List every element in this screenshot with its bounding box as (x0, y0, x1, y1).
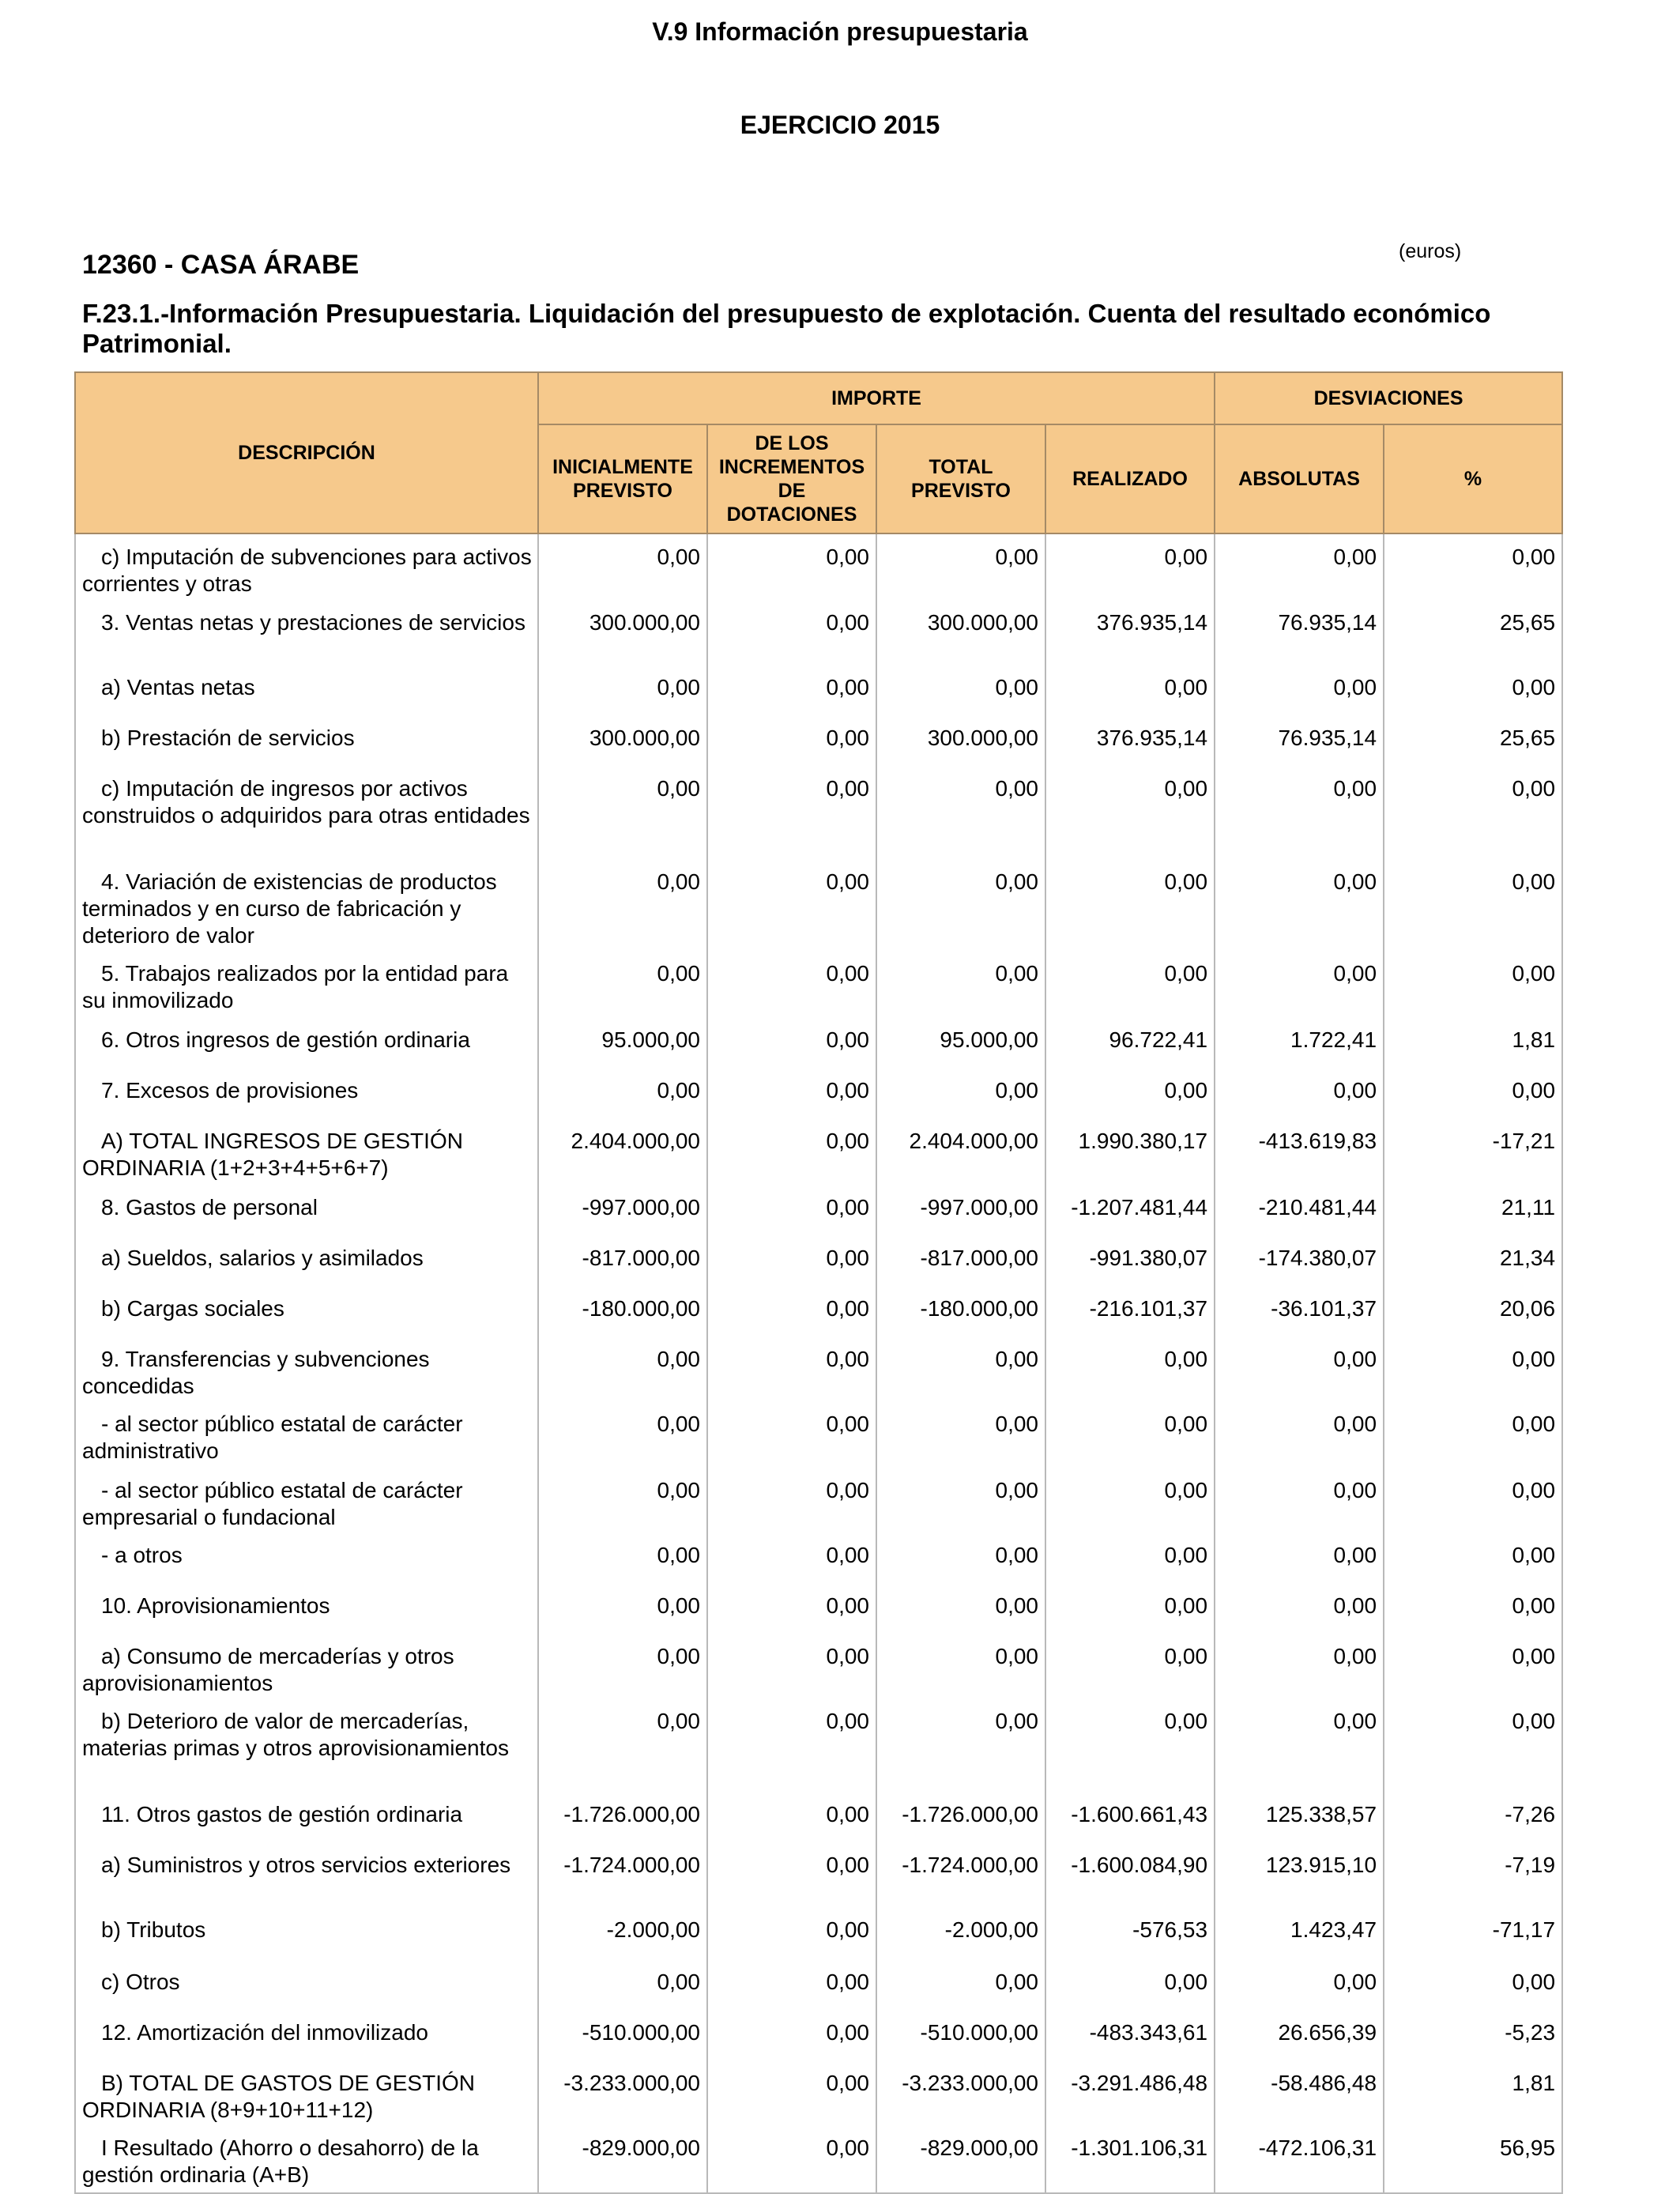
cell-realizado: 0,00 (1045, 859, 1215, 951)
cell-descripcion: - al sector público estatal de carácter administrativo (75, 1401, 538, 1468)
table-row (75, 1235, 1562, 1286)
cell-total-previsto: 0,00 (876, 1468, 1045, 1532)
table-row (75, 715, 1562, 766)
cell-total-previsto: -180.000,00 (876, 1286, 1045, 1336)
budget-table (74, 371, 1563, 2194)
header-incrementos: DE LOS INCREMENTOS DE DOTACIONES (707, 424, 876, 533)
cell-total-previsto: 0,00 (876, 665, 1045, 715)
units-label: (euros) (1399, 240, 1462, 262)
cell-incrementos: 0,00 (707, 1907, 876, 1959)
table-row (75, 665, 1562, 715)
cell-porcentaje: -17,21 (1384, 1118, 1562, 1185)
cell-total-previsto: 0,00 (876, 1634, 1045, 1698)
table-row (75, 1959, 1562, 2010)
cell-porcentaje: 0,00 (1384, 1401, 1562, 1468)
cell-inicialmente-previsto: -1.726.000,00 (538, 1792, 707, 1842)
cell-total-previsto: -510.000,00 (876, 2010, 1045, 2060)
cell-absolutas: 0,00 (1215, 1634, 1384, 1698)
cell-inicialmente-previsto: 0,00 (538, 1468, 707, 1532)
cell-incrementos: 0,00 (707, 1336, 876, 1401)
cell-realizado: 96.722,41 (1045, 1017, 1215, 1068)
table-row (75, 2125, 1562, 2193)
cell-total-previsto: 0,00 (876, 1959, 1045, 2010)
cell-descripcion: c) Imputación de subvenciones para activos corrientes y otras (75, 533, 538, 600)
header-desviaciones: DESVIACIONES (1215, 372, 1562, 424)
cell-porcentaje: 0,00 (1384, 1959, 1562, 2010)
cell-incrementos: 0,00 (707, 1235, 876, 1286)
cell-inicialmente-previsto: 0,00 (538, 859, 707, 951)
cell-realizado: 0,00 (1045, 951, 1215, 1017)
table-row (75, 1698, 1562, 1792)
cell-descripcion: b) Deterioro de valor de mercaderías, materias primas y otros aprovisionamientos (75, 1698, 538, 1792)
cell-absolutas: -36.101,37 (1215, 1286, 1384, 1336)
cell-descripcion: b) Prestación de servicios (75, 715, 538, 766)
table-row (75, 600, 1562, 665)
cell-inicialmente-previsto: -1.724.000,00 (538, 1842, 707, 1907)
cell-porcentaje: 0,00 (1384, 951, 1562, 1017)
cell-incrementos: 0,00 (707, 1792, 876, 1842)
cell-inicialmente-previsto: 0,00 (538, 1336, 707, 1401)
page-title: V.9 Información presupuestaria (652, 17, 1028, 46)
cell-porcentaje: -71,17 (1384, 1907, 1562, 1959)
cell-absolutas: 0,00 (1215, 1959, 1384, 2010)
cell-realizado: 0,00 (1045, 533, 1215, 600)
cell-inicialmente-previsto: 300.000,00 (538, 600, 707, 665)
cell-absolutas: 0,00 (1215, 1532, 1384, 1583)
cell-porcentaje: 25,65 (1384, 600, 1562, 665)
header-realizado: REALIZADO (1045, 424, 1215, 533)
cell-realizado: 0,00 (1045, 1634, 1215, 1698)
cell-porcentaje: 0,00 (1384, 1698, 1562, 1792)
cell-incrementos: 0,00 (707, 715, 876, 766)
table-row (75, 1532, 1562, 1583)
cell-total-previsto: 0,00 (876, 1336, 1045, 1401)
cell-incrementos: 0,00 (707, 1185, 876, 1235)
cell-total-previsto: 0,00 (876, 1401, 1045, 1468)
cell-inicialmente-previsto: 0,00 (538, 951, 707, 1017)
report-subtitle: F.23.1.-Información Presupuestaria. Liquidación del presupuesto de explotación. Cuenta del resultado económico Patrimonial. (82, 299, 1491, 358)
cell-absolutas: 0,00 (1215, 533, 1384, 600)
cell-descripcion: 9. Transferencias y subvenciones concedidas (75, 1336, 538, 1401)
cell-descripcion: A) TOTAL INGRESOS DE GESTIÓN ORDINARIA (1+2+3+4+5+6+7) (75, 1118, 538, 1185)
cell-total-previsto: 0,00 (876, 533, 1045, 600)
cell-porcentaje: 56,95 (1384, 2125, 1562, 2193)
cell-total-previsto: -1.724.000,00 (876, 1842, 1045, 1907)
cell-incrementos: 0,00 (707, 1532, 876, 1583)
cell-descripcion: 6. Otros ingresos de gestión ordinaria (75, 1017, 538, 1068)
cell-absolutas: 123.915,10 (1215, 1842, 1384, 1907)
cell-absolutas: -174.380,07 (1215, 1235, 1384, 1286)
cell-realizado: 0,00 (1045, 1401, 1215, 1468)
cell-porcentaje: 1,81 (1384, 2060, 1562, 2125)
cell-realizado: 1.990.380,17 (1045, 1118, 1215, 1185)
cell-porcentaje: 0,00 (1384, 859, 1562, 951)
cell-realizado: 0,00 (1045, 1068, 1215, 1118)
table-row (75, 1842, 1562, 1907)
cell-inicialmente-previsto: -817.000,00 (538, 1235, 707, 1286)
cell-descripcion: c) Imputación de ingresos por activos construidos o adquiridos para otras entidades (75, 766, 538, 859)
cell-realizado: -1.207.481,44 (1045, 1185, 1215, 1235)
cell-total-previsto: 0,00 (876, 951, 1045, 1017)
table-row (75, 1468, 1562, 1532)
cell-porcentaje: 0,00 (1384, 1583, 1562, 1634)
cell-total-previsto: 0,00 (876, 766, 1045, 859)
cell-porcentaje: -7,26 (1384, 1792, 1562, 1842)
cell-porcentaje: 21,11 (1384, 1185, 1562, 1235)
cell-total-previsto: 300.000,00 (876, 600, 1045, 665)
cell-descripcion: I Resultado (Ahorro o desahorro) de la gestión ordinaria (A+B) (75, 2125, 538, 2193)
cell-total-previsto: 0,00 (876, 1698, 1045, 1792)
table-row (75, 1583, 1562, 1634)
cell-absolutas: 76.935,14 (1215, 600, 1384, 665)
table-row (75, 1336, 1562, 1401)
cell-inicialmente-previsto: 0,00 (538, 1634, 707, 1698)
table-row (75, 1185, 1562, 1235)
cell-realizado: 376.935,14 (1045, 715, 1215, 766)
cell-total-previsto: 0,00 (876, 1583, 1045, 1634)
cell-descripcion: 12. Amortización del inmovilizado (75, 2010, 538, 2060)
table-row (75, 533, 1562, 600)
cell-absolutas: 0,00 (1215, 1698, 1384, 1792)
cell-descripcion: b) Tributos (75, 1907, 538, 1959)
cell-realizado: 0,00 (1045, 1959, 1215, 2010)
cell-total-previsto: -3.233.000,00 (876, 2060, 1045, 2125)
table-row (75, 1286, 1562, 1336)
cell-total-previsto: -997.000,00 (876, 1185, 1045, 1235)
cell-descripcion: c) Otros (75, 1959, 538, 2010)
cell-descripcion: a) Ventas netas (75, 665, 538, 715)
header-descripcion: DESCRIPCIÓN (75, 372, 538, 533)
cell-absolutas: 125.338,57 (1215, 1792, 1384, 1842)
cell-inicialmente-previsto: 2.404.000,00 (538, 1118, 707, 1185)
cell-incrementos: 0,00 (707, 1583, 876, 1634)
cell-incrementos: 0,00 (707, 2125, 876, 2193)
cell-absolutas: 0,00 (1215, 1068, 1384, 1118)
cell-inicialmente-previsto: 0,00 (538, 1401, 707, 1468)
cell-porcentaje: 0,00 (1384, 1532, 1562, 1583)
cell-descripcion: 10. Aprovisionamientos (75, 1583, 538, 1634)
table-row (75, 951, 1562, 1017)
cell-realizado: -216.101,37 (1045, 1286, 1215, 1336)
cell-inicialmente-previsto: 0,00 (538, 665, 707, 715)
cell-realizado: 0,00 (1045, 766, 1215, 859)
cell-porcentaje: -7,19 (1384, 1842, 1562, 1907)
cell-total-previsto: 0,00 (876, 1532, 1045, 1583)
cell-realizado: -576,53 (1045, 1907, 1215, 1959)
cell-descripcion: 5. Trabajos realizados por la entidad para su inmovilizado (75, 951, 538, 1017)
cell-porcentaje: -5,23 (1384, 2010, 1562, 2060)
cell-realizado: -1.600.084,90 (1045, 1842, 1215, 1907)
table-row (75, 766, 1562, 859)
cell-absolutas: 0,00 (1215, 1468, 1384, 1532)
table-row (75, 1907, 1562, 1959)
cell-total-previsto: 95.000,00 (876, 1017, 1045, 1068)
cell-incrementos: 0,00 (707, 951, 876, 1017)
cell-absolutas: 0,00 (1215, 665, 1384, 715)
cell-inicialmente-previsto: 0,00 (538, 766, 707, 859)
cell-incrementos: 0,00 (707, 1698, 876, 1792)
cell-porcentaje: 0,00 (1384, 1336, 1562, 1401)
cell-total-previsto: -829.000,00 (876, 2125, 1045, 2193)
cell-porcentaje: 20,06 (1384, 1286, 1562, 1336)
table-row (75, 1118, 1562, 1185)
cell-absolutas: 1.722,41 (1215, 1017, 1384, 1068)
header-total-previsto: TOTAL PREVISTO (876, 424, 1045, 533)
cell-absolutas: 26.656,39 (1215, 2010, 1384, 2060)
cell-descripcion: B) TOTAL DE GASTOS DE GESTIÓN ORDINARIA (8+9+10+11+12) (75, 2060, 538, 2125)
cell-realizado: 0,00 (1045, 665, 1215, 715)
cell-total-previsto: 300.000,00 (876, 715, 1045, 766)
header-inicialmente-previsto: INICIALMENTE PREVISTO (538, 424, 707, 533)
cell-total-previsto: -2.000,00 (876, 1907, 1045, 1959)
cell-incrementos: 0,00 (707, 766, 876, 859)
cell-descripcion: a) Suministros y otros servicios exteriores (75, 1842, 538, 1907)
cell-descripcion: - a otros (75, 1532, 538, 1583)
cell-inicialmente-previsto: -997.000,00 (538, 1185, 707, 1235)
cell-absolutas: 76.935,14 (1215, 715, 1384, 766)
cell-incrementos: 0,00 (707, 2060, 876, 2125)
cell-realizado: -483.343,61 (1045, 2010, 1215, 2060)
cell-total-previsto: 2.404.000,00 (876, 1118, 1045, 1185)
cell-realizado: 0,00 (1045, 1583, 1215, 1634)
cell-absolutas: 0,00 (1215, 951, 1384, 1017)
cell-realizado: 0,00 (1045, 1532, 1215, 1583)
cell-incrementos: 0,00 (707, 665, 876, 715)
cell-realizado: -1.301.106,31 (1045, 2125, 1215, 2193)
table-row (75, 1401, 1562, 1468)
cell-total-previsto: 0,00 (876, 1068, 1045, 1118)
cell-inicialmente-previsto: 0,00 (538, 1583, 707, 1634)
table-row (75, 2010, 1562, 2060)
cell-descripcion: 8. Gastos de personal (75, 1185, 538, 1235)
cell-absolutas: -58.486,48 (1215, 2060, 1384, 2125)
cell-incrementos: 0,00 (707, 1401, 876, 1468)
cell-incrementos: 0,00 (707, 1468, 876, 1532)
cell-porcentaje: 25,65 (1384, 715, 1562, 766)
cell-porcentaje: 0,00 (1384, 1634, 1562, 1698)
cell-porcentaje: 0,00 (1384, 1468, 1562, 1532)
cell-absolutas: -413.619,83 (1215, 1118, 1384, 1185)
cell-inicialmente-previsto: 300.000,00 (538, 715, 707, 766)
cell-realizado: 376.935,14 (1045, 600, 1215, 665)
cell-porcentaje: 0,00 (1384, 533, 1562, 600)
cell-incrementos: 0,00 (707, 1017, 876, 1068)
cell-realizado: -991.380,07 (1045, 1235, 1215, 1286)
cell-descripcion: 4. Variación de existencias de productos terminados y en curso de fabricación y deterioro de valor (75, 859, 538, 951)
cell-absolutas: 1.423,47 (1215, 1907, 1384, 1959)
cell-incrementos: 0,00 (707, 1634, 876, 1698)
cell-realizado: -1.600.661,43 (1045, 1792, 1215, 1842)
cell-total-previsto: 0,00 (876, 859, 1045, 951)
cell-realizado: 0,00 (1045, 1698, 1215, 1792)
cell-realizado: 0,00 (1045, 1468, 1215, 1532)
cell-absolutas: 0,00 (1215, 1336, 1384, 1401)
fiscal-year: EJERCICIO 2015 (740, 111, 940, 139)
cell-inicialmente-previsto: -180.000,00 (538, 1286, 707, 1336)
cell-descripcion: 7. Excesos de provisiones (75, 1068, 538, 1118)
cell-inicialmente-previsto: -2.000,00 (538, 1907, 707, 1959)
cell-inicialmente-previsto: 0,00 (538, 533, 707, 600)
cell-inicialmente-previsto: 0,00 (538, 1532, 707, 1583)
cell-inicialmente-previsto: 0,00 (538, 1068, 707, 1118)
cell-porcentaje: 1,81 (1384, 1017, 1562, 1068)
table-row (75, 2060, 1562, 2125)
cell-incrementos: 0,00 (707, 533, 876, 600)
cell-incrementos: 0,00 (707, 1286, 876, 1336)
cell-incrementos: 0,00 (707, 1842, 876, 1907)
cell-absolutas: 0,00 (1215, 766, 1384, 859)
cell-porcentaje: 0,00 (1384, 766, 1562, 859)
table-row (75, 859, 1562, 951)
cell-total-previsto: -817.000,00 (876, 1235, 1045, 1286)
cell-incrementos: 0,00 (707, 2010, 876, 2060)
cell-inicialmente-previsto: -510.000,00 (538, 2010, 707, 2060)
cell-porcentaje: 0,00 (1384, 1068, 1562, 1118)
cell-porcentaje: 0,00 (1384, 665, 1562, 715)
table-row (75, 1068, 1562, 1118)
cell-total-previsto: -1.726.000,00 (876, 1792, 1045, 1842)
cell-absolutas: -210.481,44 (1215, 1185, 1384, 1235)
cell-incrementos: 0,00 (707, 600, 876, 665)
cell-descripcion: a) Sueldos, salarios y asimilados (75, 1235, 538, 1286)
cell-porcentaje: 21,34 (1384, 1235, 1562, 1286)
cell-inicialmente-previsto: 0,00 (538, 1698, 707, 1792)
cell-incrementos: 0,00 (707, 1118, 876, 1185)
cell-incrementos: 0,00 (707, 1959, 876, 2010)
cell-realizado: 0,00 (1045, 1336, 1215, 1401)
cell-absolutas: 0,00 (1215, 859, 1384, 951)
cell-descripcion: - al sector público estatal de carácter empresarial o fundacional (75, 1468, 538, 1532)
table-body (75, 533, 1562, 2193)
cell-inicialmente-previsto: 95.000,00 (538, 1017, 707, 1068)
table-row (75, 1792, 1562, 1842)
cell-incrementos: 0,00 (707, 859, 876, 951)
cell-incrementos: 0,00 (707, 1068, 876, 1118)
cell-descripcion: 11. Otros gastos de gestión ordinaria (75, 1792, 538, 1842)
header-porcentaje: % (1384, 424, 1562, 533)
cell-descripcion: a) Consumo de mercaderías y otros aprovisionamientos (75, 1634, 538, 1698)
entity-name: 12360 - CASA ÁRABE (82, 250, 360, 280)
cell-realizado: -3.291.486,48 (1045, 2060, 1215, 2125)
cell-inicialmente-previsto: -3.233.000,00 (538, 2060, 707, 2125)
cell-inicialmente-previsto: 0,00 (538, 1959, 707, 2010)
cell-descripcion: 3. Ventas netas y prestaciones de servicios (75, 600, 538, 665)
table-row (75, 1017, 1562, 1068)
cell-absolutas: 0,00 (1215, 1401, 1384, 1468)
cell-descripcion: b) Cargas sociales (75, 1286, 538, 1336)
header-absolutas: ABSOLUTAS (1215, 424, 1384, 533)
table-row (75, 1634, 1562, 1698)
cell-absolutas: 0,00 (1215, 1583, 1384, 1634)
header-importe: IMPORTE (538, 372, 1215, 424)
cell-absolutas: -472.106,31 (1215, 2125, 1384, 2193)
cell-inicialmente-previsto: -829.000,00 (538, 2125, 707, 2193)
